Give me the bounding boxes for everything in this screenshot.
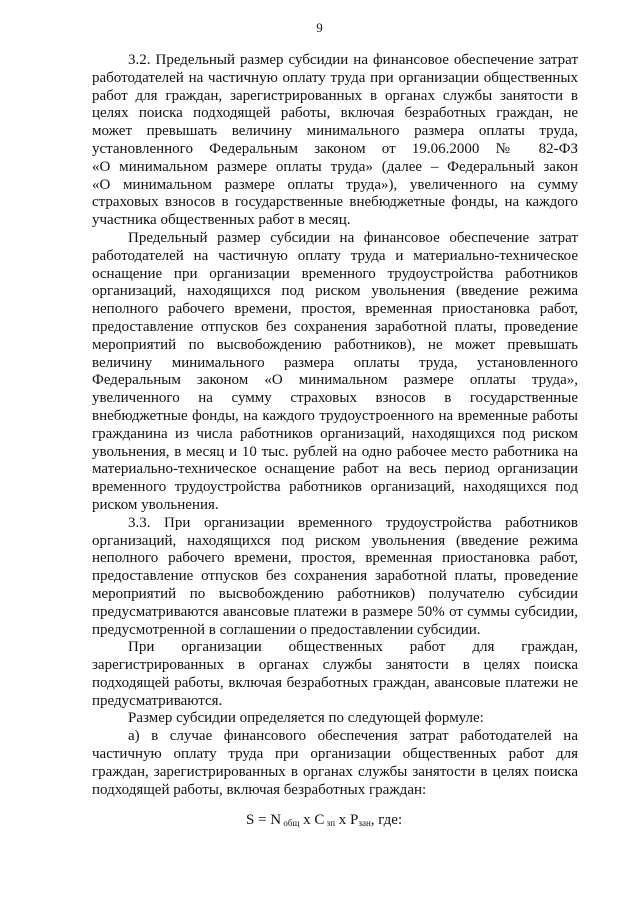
text-line: работодателей на частичную оплату труда и материально-техническое [92, 247, 578, 264]
text-line: предоставление отпусков без сохранения заработной платы, проведение [92, 568, 578, 585]
text-line: страховых взносов в государственные внебюджетные фонды, на каждого [92, 194, 578, 211]
text-line: предусматриваются. [92, 692, 223, 709]
text-line: увеличенного на сумму страховых взносов в государственные [92, 390, 578, 407]
text-line: При организации общественных работ для граждан, [128, 639, 578, 656]
text-line: «О минимальном размере оплаты труда»), увеличенного на сумму [92, 176, 578, 193]
text-line: работ для граждан, зарегистрированных в органах службы занятости в [92, 87, 578, 104]
paragraph-public-works-advance [92, 639, 578, 710]
text-line: 3.2. Предельный размер субсидии на финансовое обеспечение затрат [128, 52, 578, 68]
text-line: временного трудоустройства работников организаций, находящихся под [92, 479, 578, 496]
paragraph-item-a [92, 728, 578, 799]
formula-times-c: x C [299, 812, 325, 829]
formula-tail: , где: [370, 812, 403, 829]
text-line: участника общественных работ в месяц. [92, 212, 351, 229]
text-line: риском увольнения. [92, 496, 219, 513]
text-line: неполного рабочего времени, простоя, временная приостановка работ, [92, 550, 578, 567]
text-line: организаций, находящихся под риском увольнения (введение режима [92, 283, 578, 300]
text-line: величину минимального размера оплаты труда, установленного [92, 354, 578, 371]
text-line: неполного рабочего времени, простоя, временная приостановка работ, [92, 301, 578, 318]
paragraph-subsidy-limit-temporary [92, 230, 578, 515]
text-line: предусмотренной в соглашении о предоставлении субсидии. [92, 621, 481, 638]
formula-subscript-zp: зп [324, 818, 336, 829]
text-line: граждан, зарегистрированных в органах службы занятости в целях поиска [92, 763, 578, 780]
text-line: подходящей работы, включая безработных граждан, авансовые платежи не [92, 674, 578, 691]
formula-lhs: S [246, 812, 255, 829]
paragraph-3-3 [92, 515, 578, 640]
paragraph-formula-intro [92, 710, 578, 728]
page-number: 9 [316, 20, 323, 35]
text-line: зарегистрированных в органах службы занятости в целях поиска [92, 657, 578, 674]
text-line: целях поиска подходящей работы, включая безработных граждан, не [92, 105, 578, 122]
subsidy-formula [92, 810, 578, 830]
text-line: увольнения, в месяц и 10 тыс. рублей на одно рабочее место работника на [92, 443, 578, 460]
text-line: 3.3. При организации временного трудоустройства работников [128, 514, 578, 531]
formula-subscript-obsh: общ [281, 818, 300, 829]
text-line: Предельный размер субсидии на финансовое обеспечение затрат [128, 229, 578, 246]
formula-subscript-zan: зан [358, 818, 371, 829]
text-line: внебюджетные фонды, на каждого трудоустроенного на временные работы [92, 407, 578, 424]
document-body [92, 52, 578, 830]
text-line: мероприятий по высвобождению работников), не может превышать [92, 336, 578, 353]
text-line: установленного Федеральным законом от 19.06.2000 № 82-ФЗ [92, 140, 578, 157]
paragraph-3-2 [92, 52, 578, 230]
formula-equals-n: = N [254, 812, 282, 829]
text-line: материально-техническое оснащение работ на весь период организации [92, 461, 578, 478]
text-line: работодателей на частичную оплату труда при организации общественных [92, 69, 578, 86]
text-line: предусматриваются авансовые платежи в размере 50% от суммы субсидии, [92, 603, 578, 620]
text-line: а) в случае финансового обеспечения затрат работодателей на [128, 728, 578, 745]
text-line: гражданина из числа работников организаций, находящихся под риском [92, 425, 578, 442]
text-line: частичную оплату труда при организации общественных работ для [92, 746, 578, 763]
text-line: «О минимальном размере оплаты труда» (далее – Федеральный закон [92, 158, 578, 175]
text-line: мероприятий по высвобождению работников) получателю субсидии [92, 585, 578, 602]
text-line: подходящей работы, включая безработных граждан: [92, 781, 427, 798]
text-line: предоставление отпусков без сохранения заработной платы, проведение [92, 318, 578, 335]
text-line: оснащение при организации временного трудоустройства работников [92, 265, 578, 282]
text-line: Размер субсидии определяется по следующей формуле: [128, 710, 484, 727]
text-line: Федеральным законом «О минимальном размере оплаты труда», [92, 372, 578, 389]
text-line: может превышать величину минимального размера оплаты труда, [92, 123, 578, 140]
formula-times-p: x P [335, 812, 359, 829]
text-line: организаций, находящихся под риском увольнения (введение режима [92, 532, 578, 549]
